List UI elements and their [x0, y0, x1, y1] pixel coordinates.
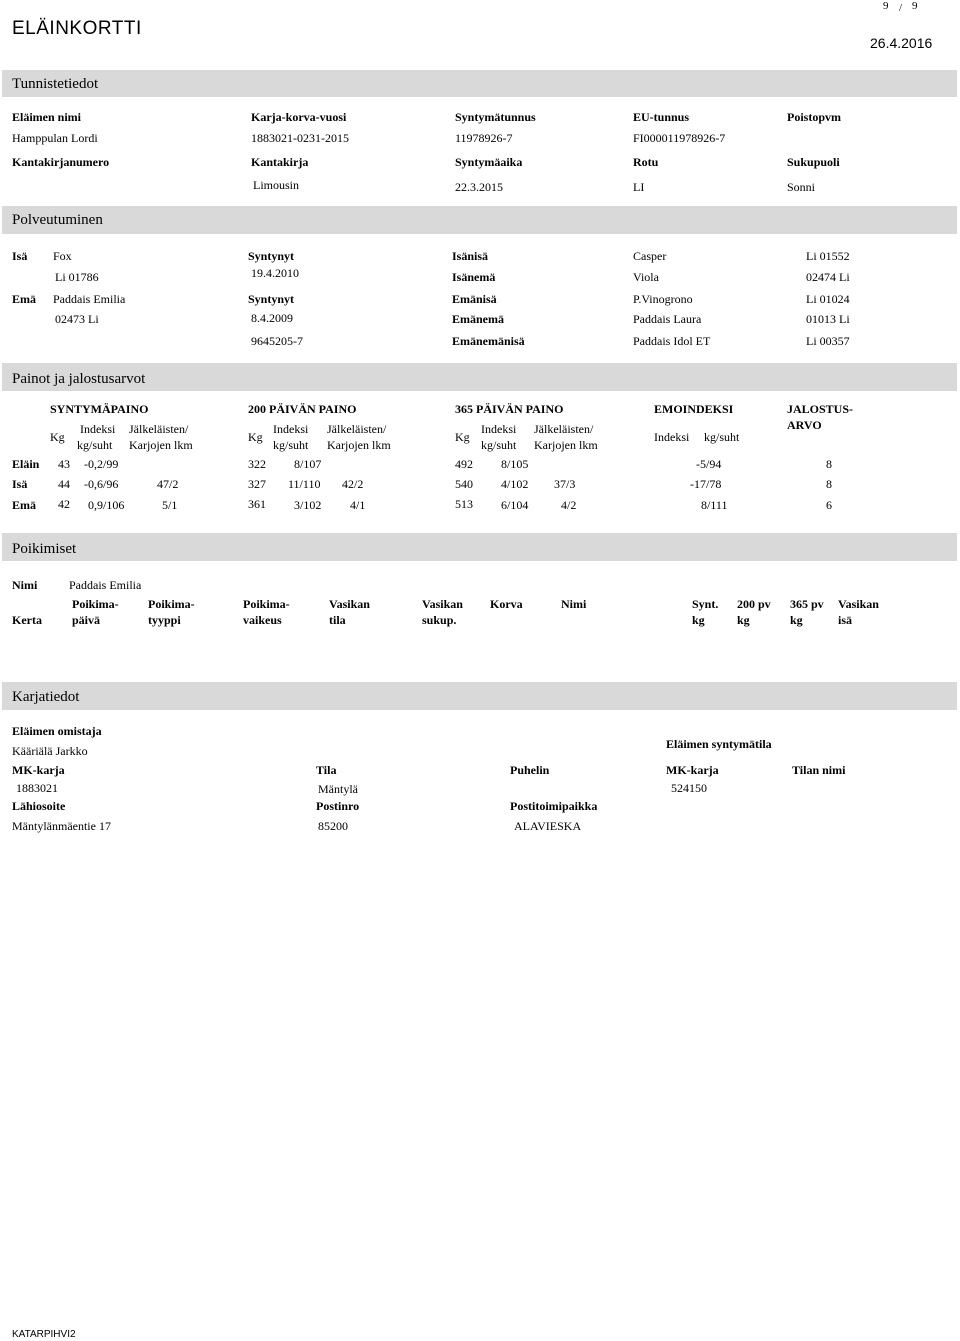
label-isa-syntynyt: Syntynyt [248, 249, 295, 263]
section-title-tunnistetiedot: Tunnistetiedot [12, 76, 99, 92]
cell: -0,6/96 [84, 477, 119, 491]
cell: 5/1 [162, 498, 178, 512]
col-vasikan-tila-2: tila [329, 613, 346, 627]
label-sukupuoli: Sukupuoli [787, 155, 840, 169]
value-lahiosoite: Mäntylänmäentie 17 [12, 819, 111, 833]
value-ema-tunnus: 9645205-7 [251, 334, 303, 348]
cell: -0,2/99 [84, 457, 119, 471]
label-kerta: Kerta [12, 613, 42, 627]
section-band-polveutuminen [2, 206, 957, 234]
label-mk-karja: MK-karja [12, 763, 65, 777]
sub-kgsuht-3: kg/suht [481, 438, 517, 452]
col-poikimapaiva-1: Poikima- [72, 597, 119, 611]
sub-karjojen-2: Karjojen lkm [327, 438, 391, 452]
cell: 8/107 [294, 457, 322, 471]
label-lahiosoite: Lähiosoite [12, 799, 66, 813]
cell: 37/3 [554, 477, 576, 491]
label-poistopvm: Poistopvm [787, 110, 841, 124]
row-label: Isä [12, 477, 28, 491]
cell: 0,9/106 [88, 498, 125, 512]
value-emanisa-name: P.Vinogrono [633, 292, 693, 306]
col-200pv-kg-1: 200 pv [737, 597, 771, 611]
value-eu-tunnus: FI000011978926-7 [633, 131, 726, 145]
col-poikimatyyppi-1: Poikima- [148, 597, 195, 611]
cell: 540 [455, 477, 473, 491]
col-poikimapaiva-2: päivä [72, 613, 101, 627]
value-isanisa-name: Casper [633, 249, 667, 263]
label-emanisa: Emänisä [452, 292, 497, 306]
cell: 361 [248, 497, 266, 511]
sub-kg-1: Kg [50, 430, 65, 444]
section-band-poikimiset [2, 533, 957, 561]
section-title-polveutuminen: Polveutuminen [12, 212, 103, 228]
value-sukupuoli: Sonni [787, 180, 816, 194]
sub-jalk-3: Jälkeläisten/ [534, 422, 594, 436]
cell: 44 [58, 477, 70, 491]
cell: 327 [248, 477, 266, 491]
value-postinro: 85200 [318, 819, 348, 833]
section-band-painot [2, 363, 957, 391]
group-syntymapaino: SYNTYMÄPAINO [50, 402, 149, 416]
group-jalostusarvo-2: ARVO [787, 418, 822, 432]
col-365pv-kg-1: 365 pv [790, 597, 824, 611]
cell: -5/94 [696, 457, 722, 471]
cell: 322 [248, 457, 266, 471]
value-isanema-name: Viola [633, 270, 659, 284]
label-ema: Emä [12, 292, 36, 306]
label-kantakirjanumero: Kantakirjanumero [12, 155, 110, 169]
label-postinro: Postinro [316, 799, 360, 813]
cell: 513 [455, 497, 473, 511]
value-tila: Mäntylä [318, 782, 358, 796]
col-nimi: Nimi [561, 597, 587, 611]
label-emanemanisa: Emänemänisä [452, 334, 525, 348]
value-syntymaaika: 22.3.2015 [455, 180, 503, 194]
value-syntymatunnus: 11978926-7 [455, 131, 513, 145]
sub-karjojen-3: Karjojen lkm [534, 438, 598, 452]
col-200pv-kg-2: kg [737, 613, 750, 627]
value-omistaja: Kääriälä Jarkko [12, 744, 88, 758]
row-label: Emä [12, 498, 36, 512]
cell: -17/78 [690, 477, 722, 491]
value-mk-karja: 1883021 [16, 781, 58, 795]
section-band-karjatiedot [2, 682, 957, 710]
cell: 8 [826, 457, 832, 471]
col-poikimavaikeus-1: Poikima- [243, 597, 290, 611]
value-isa-syntynyt: 19.4.2010 [251, 266, 299, 280]
cell: 47/2 [157, 477, 179, 491]
cell: 8 [826, 477, 832, 491]
sub-kg-3: Kg [455, 430, 470, 444]
sub-kgsuht-1: kg/suht [77, 438, 113, 452]
label-rotu: Rotu [633, 155, 659, 169]
page-title: ELÄINKORTTI [12, 18, 142, 39]
sub-indeksi-3: Indeksi [481, 422, 517, 436]
print-date: 26.4.2016 [870, 35, 933, 51]
group-jalostusarvo-1: JALOSTUS- [787, 402, 854, 416]
col-synt-kg-2: kg [692, 613, 705, 627]
col-vasikan-isa-2: isä [838, 613, 853, 627]
sub-kg-2: Kg [248, 430, 263, 444]
col-vasikan-sukup-2: sukup. [422, 613, 457, 627]
sub-kgsuht-2: kg/suht [273, 438, 309, 452]
value-kantakirja: Limousin [253, 178, 300, 192]
label-isanema: Isänemä [452, 270, 496, 284]
col-poikimatyyppi-2: tyyppi [148, 613, 181, 627]
col-vasikan-tila-1: Vasikan [329, 597, 370, 611]
section-title-karjatiedot: Karjatiedot [12, 689, 80, 705]
col-poikimavaikeus-2: vaikeus [243, 613, 282, 627]
page-current: 9 [883, 0, 889, 12]
label-isa: Isä [12, 249, 28, 263]
value-poikimiset-nimi: Paddais Emilia [69, 578, 142, 592]
cell: 4/1 [350, 498, 366, 512]
page-total: 9 [912, 0, 918, 12]
value-emanema-name: Paddais Laura [633, 312, 702, 326]
cell: 43 [58, 457, 70, 471]
value-emanisa-num: Li 01024 [806, 292, 850, 306]
cell: 6 [826, 498, 832, 512]
value-mk-karja-2: 524150 [671, 781, 707, 795]
value-karja-korva-vuosi: 1883021-0231-2015 [251, 131, 349, 145]
label-syntymaaika: Syntymäaika [455, 155, 523, 169]
value-emanema-num: 01013 Li [806, 312, 850, 326]
cell: 3/102 [294, 498, 322, 512]
value-isa-num: Li 01786 [55, 270, 99, 284]
value-postitoimipaikka: ALAVIESKA [514, 819, 582, 833]
col-synt-kg-1: Synt. [692, 597, 719, 611]
sub-jalk-1: Jälkeläisten/ [129, 422, 189, 436]
label-omistaja: Eläimen omistaja [12, 724, 102, 738]
value-isa-name: Fox [53, 249, 72, 263]
cell: 4/2 [561, 498, 577, 512]
label-poikimiset-nimi: Nimi [12, 578, 38, 592]
label-tila: Tila [316, 763, 337, 777]
label-kantakirja: Kantakirja [251, 155, 309, 169]
cell: 42 [58, 497, 70, 511]
group-365-paivan-paino: 365 PÄIVÄN PAINO [455, 402, 564, 416]
label-puhelin: Puhelin [510, 763, 550, 777]
sub-indeksi-2: Indeksi [273, 422, 309, 436]
cell: 11/110 [288, 477, 321, 491]
sub-kgsuht-emo: kg/suht [704, 430, 740, 444]
value-ema-name: Paddais Emilia [53, 292, 126, 306]
sub-karjojen-1: Karjojen lkm [129, 438, 193, 452]
value-emanemanisa-num: Li 00357 [806, 334, 850, 348]
section-title-painot: Painot ja jalostusarvot [12, 371, 146, 387]
label-elaimen-nimi: Eläimen nimi [12, 110, 82, 124]
footer-code: KATARPIHVI2 [12, 1329, 76, 1340]
value-isanisa-num: Li 01552 [806, 249, 850, 263]
label-ema-syntynyt: Syntynyt [248, 292, 295, 306]
value-rotu: LI [633, 180, 645, 194]
label-karja-korva-vuosi: Karja-korva-vuosi [251, 110, 347, 124]
col-365pv-kg-2: kg [790, 613, 803, 627]
section-title-poikimiset: Poikimiset [12, 541, 77, 557]
cell: 8/111 [701, 498, 728, 512]
label-syntymatunnus: Syntymätunnus [455, 110, 536, 124]
page-separator: / [899, 2, 903, 14]
cell: 8/105 [501, 457, 529, 471]
value-ema-num: 02473 Li [55, 312, 99, 326]
sub-jalk-2: Jälkeläisten/ [327, 422, 387, 436]
sub-indeksi-1: Indeksi [80, 422, 116, 436]
label-mk-karja-2: MK-karja [666, 763, 719, 777]
section-band-tunnistetiedot [2, 70, 957, 97]
group-emoindeksi: EMOINDEKSI [654, 402, 734, 416]
label-isanisa: Isänisä [452, 249, 489, 263]
sub-indeksi-emo: Indeksi [654, 430, 690, 444]
col-korva: Korva [490, 597, 523, 611]
value-ema-syntynyt: 8.4.2009 [251, 311, 293, 325]
col-vasikan-sukup-1: Vasikan [422, 597, 463, 611]
value-elaimen-nimi: Hamppulan Lordi [12, 131, 98, 145]
label-postitoimipaikka: Postitoimipaikka [510, 799, 598, 813]
cell: 42/2 [342, 477, 364, 491]
label-eu-tunnus: EU-tunnus [633, 110, 690, 124]
value-isanema-num: 02474 Li [806, 270, 850, 284]
label-tilan-nimi: Tilan nimi [792, 763, 846, 777]
group-200-paivan-paino: 200 PÄIVÄN PAINO [248, 402, 357, 416]
value-emanemanisa-name: Paddais Idol ET [633, 334, 711, 348]
label-emanema: Emänemä [452, 312, 504, 326]
label-syntymatila: Eläimen syntymätila [666, 737, 772, 751]
col-vasikan-isa-1: Vasikan [838, 597, 879, 611]
row-label: Eläin [12, 457, 40, 471]
cell: 4/102 [501, 477, 529, 491]
cell: 492 [455, 457, 473, 471]
cell: 6/104 [501, 498, 529, 512]
